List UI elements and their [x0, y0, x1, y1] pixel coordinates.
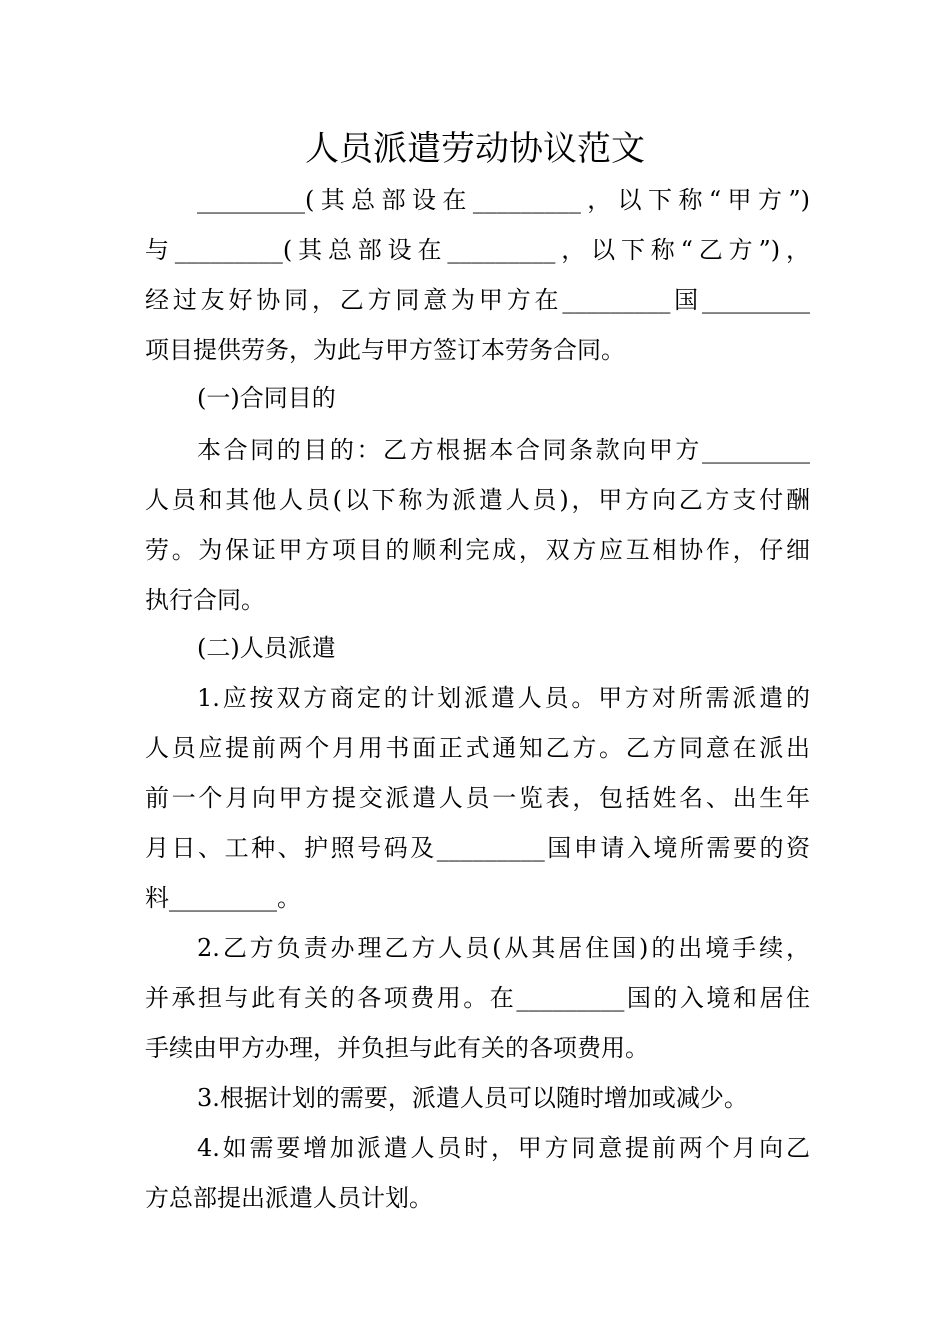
- paragraph-line: 方总部提出派遣人员计划。: [145, 1184, 433, 1212]
- paragraph-line: 本合同的目的：乙方根据本合同条款向甲方_________: [197, 436, 810, 464]
- paragraph-line: 项目提供劳务，为此与甲方签订本劳务合同。: [145, 336, 625, 364]
- paragraph-line: 月日、工种、护照号码及_________国申请入境所需要的资: [145, 834, 810, 862]
- document-title: 人员派遣劳动协议范文: [305, 129, 645, 169]
- section-heading: (二)人员派遣: [197, 634, 336, 662]
- paragraph-line: 2.乙方负责办理乙方人员(从其居住国)的出境手续，: [197, 934, 810, 962]
- paragraph-line: 料_________。: [145, 884, 301, 912]
- paragraph-line: 人员和其他人员(以下称为派遣人员)，甲方向乙方支付酬: [145, 486, 810, 514]
- paragraph-line: 劳。为保证甲方项目的顺利完成，双方应互相协作，仔细: [145, 536, 810, 564]
- paragraph-line: 并承担与此有关的各项费用。在_________国的入境和居住: [145, 984, 810, 1012]
- paragraph-line: 执行合同。: [145, 586, 265, 614]
- paragraph-line: _________(其总部设在_________，以下称“甲方”): [197, 186, 810, 214]
- paragraph-line: 前一个月向甲方提交派遣人员一览表，包括姓名、出生年: [145, 784, 810, 812]
- paragraph-line: 4.如需要增加派遣人员时，甲方同意提前两个月向乙: [197, 1134, 810, 1162]
- paragraph-line: 与_________(其总部设在_________，以下称“乙方”)，: [145, 236, 810, 264]
- paragraph-line: 1.应按双方商定的计划派遣人员。甲方对所需派遣的: [197, 684, 810, 712]
- paragraph-line: 手续由甲方办理，并负担与此有关的各项费用。: [145, 1034, 649, 1062]
- paragraph-line: 人员应提前两个月用书面正式通知乙方。乙方同意在派出: [145, 734, 810, 762]
- paragraph-line: 经过友好协同，乙方同意为甲方在_________国_________: [145, 286, 810, 314]
- paragraph-line: 3.根据计划的需要，派遣人员可以随时增加或减少。: [197, 1084, 748, 1112]
- section-heading: (一)合同目的: [197, 384, 336, 412]
